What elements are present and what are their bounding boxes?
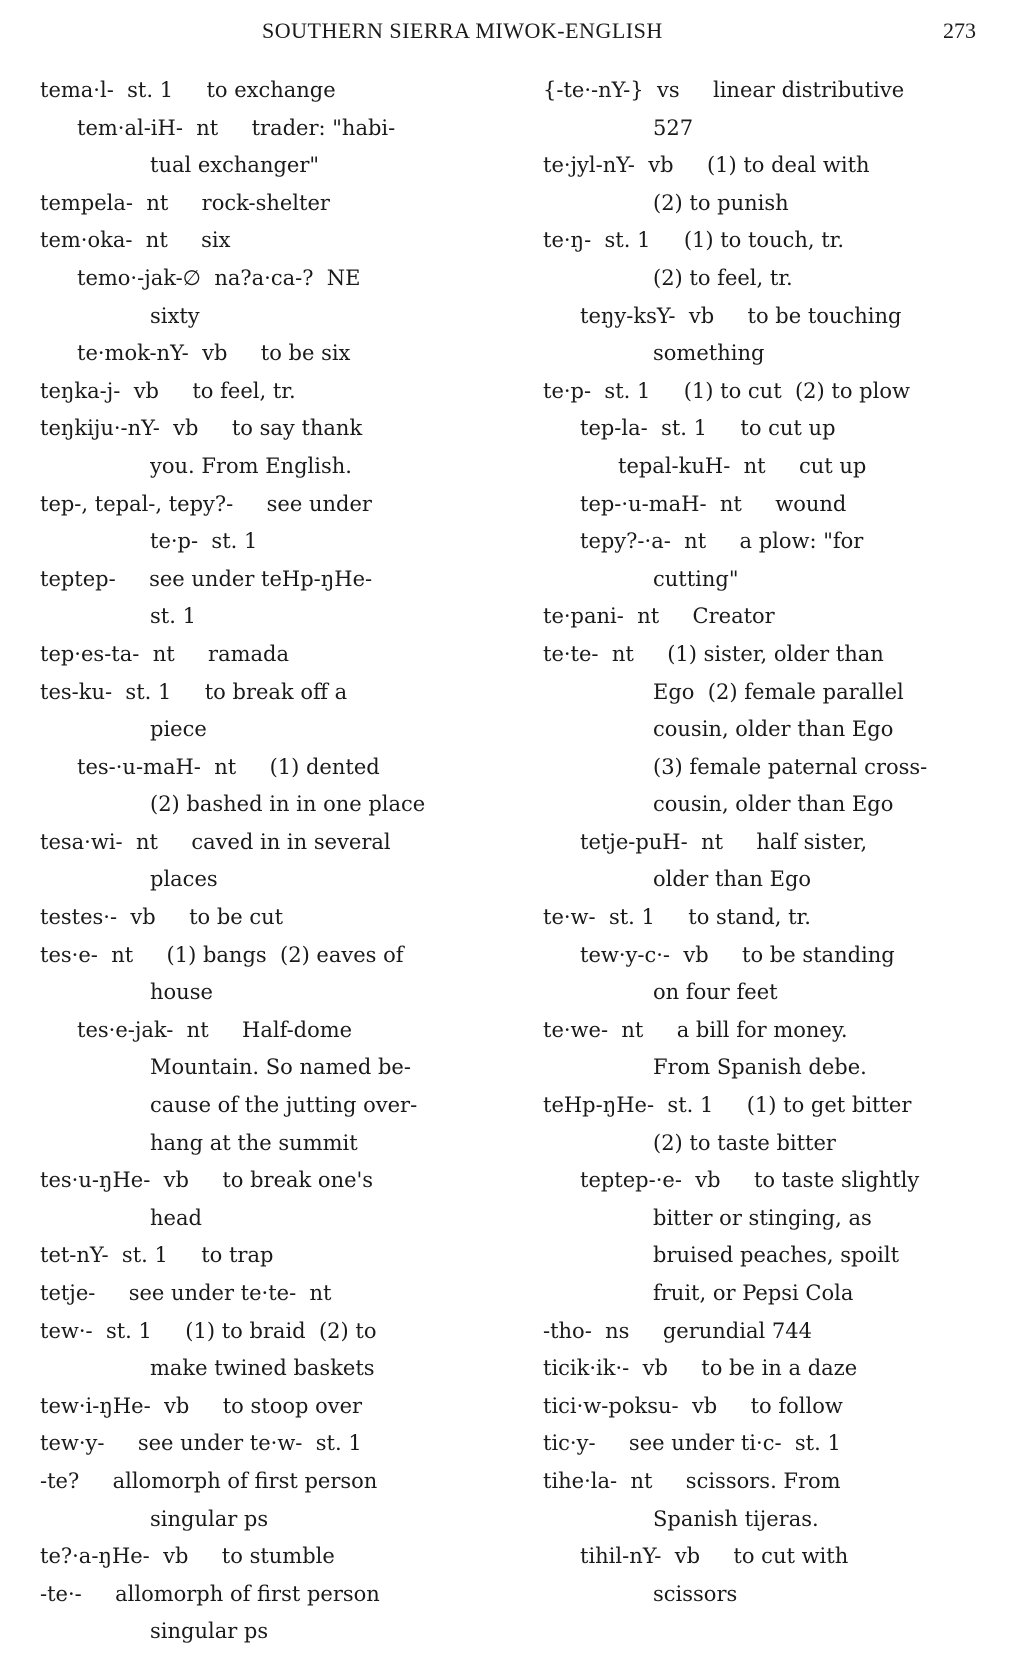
dictionary-entry	[543, 410, 1023, 448]
entry-headword-line: te·mok-nY- vb to be six	[77, 341, 351, 366]
entry-headword-line: te·jyl-nY- vb (1) to deal with	[543, 153, 870, 178]
entry-headword-line: tetje- see under te·te- nt	[40, 1281, 332, 1305]
page-header	[0, 18, 1023, 54]
dictionary-entry	[543, 937, 1023, 1012]
dictionary-entry	[40, 1463, 520, 1538]
dictionary-entry	[40, 410, 520, 485]
entry-headword-line: tes·e-jak- nt Half-dome	[77, 1017, 353, 1042]
dictionary-entry	[543, 373, 1023, 411]
dictionary-entry	[40, 749, 520, 824]
entry-headword-line: tetje-puH- nt half sister,	[580, 829, 868, 854]
entry-headword-line: tep-, tepal-, tepy?- see under	[40, 491, 372, 516]
entry-headword-line: te·pani- nt Creator	[543, 604, 775, 629]
page-number: 273	[943, 18, 976, 43]
entry-continuation-line: make twined baskets	[150, 1356, 375, 1381]
entry-headword-line: teŋkiju·-nY- vb to say thank	[40, 416, 363, 441]
entry-continuation-line: From Spanish debe.	[653, 1055, 867, 1080]
dictionary-entry	[40, 1237, 520, 1275]
dictionary-entry	[543, 1350, 1023, 1388]
entry-headword-line: -te? allomorph of first person	[40, 1468, 378, 1493]
dictionary-entry	[543, 1538, 1023, 1613]
dictionary-entry	[543, 1313, 1023, 1351]
entry-continuation-line: something	[653, 341, 765, 366]
entry-continuation-line: (2) to feel, tr.	[653, 265, 793, 290]
entry-headword-line: tempela- nt rock-shelter	[40, 190, 330, 215]
running-title: SOUTHERN SIERRA MIWOK-ENGLISH	[262, 18, 663, 43]
dictionary-entry	[40, 1012, 520, 1162]
entry-continuation-line: sixty	[150, 303, 200, 328]
entry-continuation-line: you. From English.	[150, 453, 352, 478]
dictionary-entry	[40, 1313, 520, 1388]
entry-headword-line: tesa·wi- nt caved in in several	[40, 829, 391, 854]
entry-continuation-line: cousin, older than Ego	[653, 717, 894, 742]
entry-headword-line: testes·- vb to be cut	[40, 905, 284, 930]
entry-headword-line: ticik·ik·- vb to be in a daze	[543, 1356, 858, 1381]
dictionary-entry	[40, 373, 520, 411]
entry-continuation-line: places	[150, 867, 218, 892]
entry-headword-line: tes·e- nt (1) bangs (2) eaves of	[40, 942, 404, 967]
entry-continuation-line: cutting"	[653, 566, 739, 591]
entry-headword-line: tepal-kuH- nt cut up	[618, 453, 867, 478]
entry-headword-line: te·ŋ- st. 1 (1) to touch, tr.	[543, 228, 845, 253]
dictionary-entry	[40, 824, 520, 899]
dictionary-entry	[40, 185, 520, 223]
entry-continuation-line: (2) to taste bitter	[653, 1130, 836, 1155]
dictionary-entry	[40, 1162, 520, 1237]
dictionary-entry	[40, 674, 520, 749]
entry-continuation-line: house	[150, 980, 213, 1005]
dictionary-entry	[543, 298, 1023, 373]
dictionary-entry	[40, 222, 520, 260]
left-column	[40, 72, 520, 1651]
entry-continuation-line: Spanish tijeras.	[653, 1506, 819, 1531]
entry-continuation-line: (2) to punish	[653, 190, 789, 215]
dictionary-entry	[40, 937, 520, 1012]
entry-headword-line: temo·-jak-∅ na?a·ca-? NE	[77, 265, 361, 290]
entry-continuation-line: te·p- st. 1	[150, 529, 258, 554]
dictionary-entry	[40, 1576, 520, 1651]
entry-headword-line: -te·- allomorph of first person	[40, 1581, 380, 1606]
entry-continuation-line: (2) bashed in in one place	[150, 792, 426, 817]
entry-continuation-line: fruit, or Pepsi Cola	[653, 1281, 854, 1305]
dictionary-entry	[40, 899, 520, 937]
entry-headword-line: tihe·la- nt scissors. From	[543, 1468, 841, 1493]
dictionary-entry	[543, 1463, 1023, 1538]
entry-continuation-line: hang at the summit	[150, 1130, 358, 1155]
dictionary-entry	[40, 1538, 520, 1576]
dictionary-entry	[543, 1388, 1023, 1426]
entry-continuation-line: bruised peaches, spoilt	[653, 1243, 900, 1268]
dictionary-entry	[40, 561, 520, 636]
dictionary-entry	[543, 1425, 1023, 1463]
dictionary-entry	[543, 1012, 1023, 1087]
entry-continuation-line: Ego (2) female parallel	[653, 679, 904, 704]
entry-headword-line: teHp-ŋHe- st. 1 (1) to get bitter	[543, 1093, 912, 1118]
entry-continuation-line: scissors	[653, 1581, 738, 1606]
entry-headword-line: tema·l- st. 1 to exchange	[40, 78, 336, 102]
entry-headword-line: tew·- st. 1 (1) to braid (2) to	[40, 1318, 377, 1343]
entry-continuation-line: bitter or stinging, as	[653, 1205, 872, 1230]
entry-headword-line: tew·y-c·- vb to be standing	[580, 942, 895, 967]
entry-continuation-line: cousin, older than Ego	[653, 792, 894, 817]
dictionary-entry	[543, 636, 1023, 824]
entry-headword-line: teŋka-j- vb to feel, tr.	[40, 378, 296, 403]
entry-headword-line: tes·u-ŋHe- vb to break one's	[40, 1168, 374, 1193]
dictionary-entry	[40, 1388, 520, 1426]
entry-headword-line: tes-·u-maH- nt (1) dented	[77, 754, 380, 779]
dictionary-entry	[543, 72, 1023, 147]
dictionary-entry	[543, 147, 1023, 222]
dictionary-entry	[40, 260, 520, 335]
entry-headword-line: tem·al-iH- nt trader: "habi-	[77, 115, 396, 140]
entry-headword-line: teptep-·e- vb to taste slightly	[580, 1168, 920, 1193]
right-column	[543, 72, 1023, 1613]
entry-headword-line: tet-nY- st. 1 to trap	[40, 1243, 274, 1268]
entry-headword-line: tep-·u-maH- nt wound	[580, 491, 847, 516]
entry-continuation-line: older than Ego	[653, 867, 812, 892]
entry-headword-line: te·we- nt a bill for money.	[543, 1017, 848, 1042]
entry-headword-line: tem·oka- nt six	[40, 228, 231, 253]
entry-continuation-line: piece	[150, 717, 207, 742]
entry-headword-line: {-te·-nY-} vs linear distributive	[543, 78, 905, 102]
entry-headword-line: tepy?-·a- nt a plow: "for	[580, 529, 864, 554]
entry-continuation-line: singular ps	[150, 1619, 269, 1644]
dictionary-entry	[543, 486, 1023, 524]
entry-continuation-line: tual exchanger"	[150, 153, 320, 178]
dictionary-entry	[543, 222, 1023, 297]
entry-headword-line: tep·es-ta- nt ramada	[40, 641, 289, 666]
entry-headword-line: tihil-nY- vb to cut with	[580, 1544, 849, 1569]
dictionary-entry	[40, 110, 520, 185]
entry-headword-line: te·p- st. 1 (1) to cut (2) to plow	[543, 378, 910, 403]
entry-continuation-line: singular ps	[150, 1506, 269, 1531]
dictionary-entry	[543, 824, 1023, 899]
entry-continuation-line: on four feet	[653, 980, 778, 1005]
dictionary-entry	[543, 598, 1023, 636]
entry-headword-line: te?·a-ŋHe- vb to stumble	[40, 1544, 335, 1569]
dictionary-entry	[40, 1275, 520, 1313]
dictionary-entry	[543, 448, 1023, 486]
entry-headword-line: -tho- ns gerundial 744	[543, 1318, 812, 1343]
dictionary-entry	[543, 523, 1023, 598]
entry-headword-line: teptep- see under teHp-ŋHe-	[40, 566, 373, 591]
entry-continuation-line: cause of the jutting over-	[150, 1093, 418, 1118]
dictionary-entry	[40, 636, 520, 674]
dictionary-entry	[40, 1425, 520, 1463]
entry-headword-line: tici·w-poksu- vb to follow	[543, 1393, 843, 1418]
entry-continuation-line: st. 1	[150, 604, 196, 629]
dictionary-entry	[40, 335, 520, 373]
dictionary-entry	[543, 1087, 1023, 1162]
dictionary-entry	[40, 72, 520, 110]
entry-headword-line: tep-la- st. 1 to cut up	[580, 416, 836, 441]
entry-headword-line: tew·y- see under te·w- st. 1	[40, 1431, 362, 1456]
dictionary-entry	[543, 899, 1023, 937]
entry-headword-line: tew·i-ŋHe- vb to stoop over	[40, 1393, 363, 1418]
entry-headword-line: teŋy-ksY- vb to be touching	[580, 303, 902, 328]
entry-headword-line: te·w- st. 1 to stand, tr.	[543, 905, 811, 930]
entry-continuation-line: Mountain. So named be-	[150, 1055, 411, 1080]
entry-continuation-line: head	[150, 1205, 202, 1230]
entry-headword-line: te·te- nt (1) sister, older than	[543, 641, 884, 666]
entry-continuation-line: (3) female paternal cross-	[653, 754, 928, 779]
entry-headword-line: tes-ku- st. 1 to break off a	[40, 679, 348, 704]
entry-continuation-line: 527	[653, 115, 694, 140]
entry-headword-line: tic·y- see under ti·c- st. 1	[543, 1431, 841, 1456]
dictionary-entry	[40, 486, 520, 561]
dictionary-entry	[543, 1162, 1023, 1312]
